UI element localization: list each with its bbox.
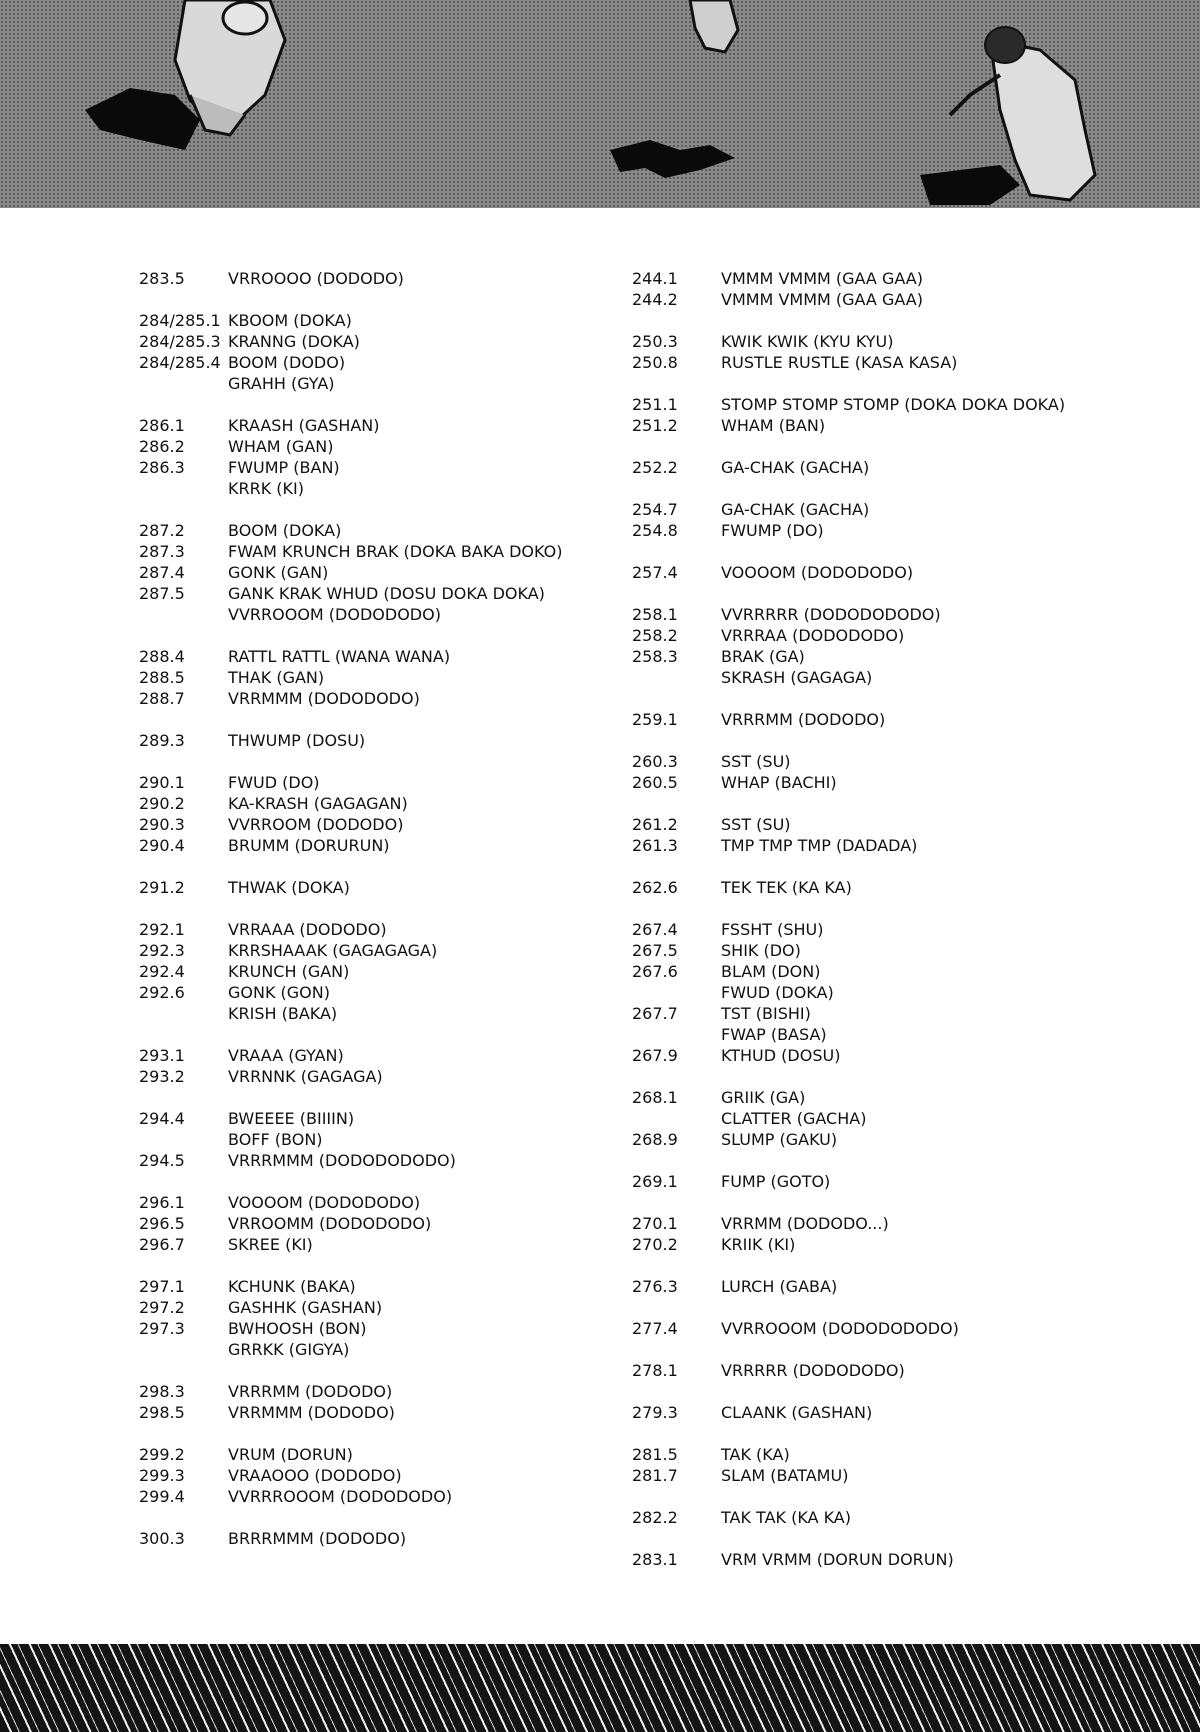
entry-group: [632, 1213, 1065, 1255]
sound-effect-translation: VOOOOM (DODODODO): [228, 1193, 421, 1212]
page-panel-number: 270.2: [632, 1235, 678, 1254]
glossary-entry: [632, 667, 1065, 688]
glossary-entry: [632, 961, 1065, 982]
entry-group: [632, 877, 1065, 898]
sound-effect-translation: KWIK KWIK (KYU KYU): [721, 332, 894, 351]
sound-effect-translation: THAK (GAN): [228, 668, 325, 687]
entry-group: [139, 268, 562, 289]
glossary-entry: [632, 835, 1065, 856]
right-sound-effects-column: [632, 268, 1065, 1591]
glossary-entry: [632, 1234, 1065, 1255]
glossary-entry: [139, 1276, 562, 1297]
glossary-entry: [632, 772, 1065, 793]
glossary-entry: [632, 1276, 1065, 1297]
glossary-entry: [139, 1444, 562, 1465]
sound-effect-translation: GRAHH (GYA): [228, 374, 335, 393]
page-panel-number: 270.1: [632, 1214, 678, 1233]
page-panel-number: 291.2: [139, 878, 185, 897]
glossary-entry: [139, 688, 562, 709]
page-panel-number: 281.5: [632, 1445, 678, 1464]
page-panel-number: 260.3: [632, 752, 678, 771]
page-panel-number: 299.2: [139, 1445, 185, 1464]
sound-effect-translation: TAK (KA): [721, 1445, 790, 1464]
sound-effect-translation: VRRRRR (DODODODO): [721, 1361, 905, 1380]
glossary-entry: [139, 436, 562, 457]
sound-effect-translation: VRM VRMM (DORUN DORUN): [721, 1550, 954, 1569]
sound-effect-translation: THWUMP (DOSU): [228, 731, 366, 750]
sound-effect-translation: KRUNCH (GAN): [228, 962, 350, 981]
sound-effect-translation: VVRROOOM (DODODODO): [228, 605, 441, 624]
entry-group: [139, 1276, 562, 1360]
sound-effect-translation: VVRRRRR (DODODODODO): [721, 605, 941, 624]
glossary-entry: [139, 1066, 562, 1087]
page-panel-number: 268.1: [632, 1088, 678, 1107]
entry-group: [139, 919, 562, 1024]
sound-effect-translation: VRRRMMM (DODODODODO): [228, 1151, 456, 1170]
page-panel-number: 287.3: [139, 542, 185, 561]
sound-effect-translation: RATTL RATTL (WANA WANA): [228, 647, 451, 666]
entry-group: [632, 1171, 1065, 1192]
sound-effect-translation: VMMM VMMM (GAA GAA): [721, 269, 923, 288]
page-panel-number: 244.1: [632, 269, 678, 288]
page-panel-number: 296.7: [139, 1235, 185, 1254]
sound-effect-translation: CLATTER (GACHA): [721, 1109, 867, 1128]
falling-middle-figure: [690, 0, 738, 52]
glossary-entry: [632, 751, 1065, 772]
sound-effect-translation: KRISH (BAKA): [228, 1004, 338, 1023]
sound-effect-translation: SST (SU): [721, 752, 791, 771]
glossary-entry: [139, 520, 562, 541]
glossary-entry: [632, 1171, 1065, 1192]
sound-effect-translation: BOFF (BON): [228, 1130, 323, 1149]
sound-effect-translation: VRAAOOO (DODODO): [228, 1466, 402, 1485]
entry-group: [139, 1381, 562, 1423]
sound-effect-translation: FWUMP (DO): [721, 521, 824, 540]
glossary-entry: [632, 1444, 1065, 1465]
sound-effect-translation: VRAAA (GYAN): [228, 1046, 344, 1065]
page-panel-number: 279.3: [632, 1403, 678, 1422]
entry-group: [139, 730, 562, 751]
glossary-entry: [139, 1003, 562, 1024]
glossary-entry: [139, 562, 562, 583]
page-panel-number: 282.2: [632, 1508, 678, 1527]
glossary-entry: [139, 1213, 562, 1234]
glossary-entry: [632, 1318, 1065, 1339]
entry-group: [632, 499, 1065, 541]
glossary-entry: [632, 982, 1065, 1003]
page-panel-number: 254.8: [632, 521, 678, 540]
entry-group: [139, 520, 562, 625]
sound-effect-translation: FSSHT (SHU): [721, 920, 824, 939]
page-panel-number: 292.6: [139, 983, 185, 1002]
glossary-entry: [139, 1528, 562, 1549]
sound-effect-translation: VRUM (DORUN): [228, 1445, 353, 1464]
entry-group: [139, 1528, 562, 1549]
sound-effect-translation: VRROOMM (DODODODO): [228, 1214, 432, 1233]
sound-effect-translation: SKRASH (GAGAGA): [721, 668, 873, 687]
page-panel-number: 269.1: [632, 1172, 678, 1191]
glossary-entry: [632, 331, 1065, 352]
entry-group: [632, 1507, 1065, 1528]
glossary-entry: [632, 604, 1065, 625]
middle-figure-shadow: [610, 140, 735, 178]
glossary-entry: [632, 1465, 1065, 1486]
sound-effect-translation: TST (BISHI): [721, 1004, 811, 1023]
entry-group: [632, 709, 1065, 730]
entry-group: [632, 1276, 1065, 1297]
page-panel-number: 251.2: [632, 416, 678, 435]
page-panel-number: 281.7: [632, 1466, 678, 1485]
glossary-entry: [632, 415, 1065, 436]
page-panel-number: 259.1: [632, 710, 678, 729]
sound-effect-translation: FWUD (DO): [228, 773, 320, 792]
glossary-entry: [139, 1402, 562, 1423]
page-panel-number: 257.4: [632, 563, 678, 582]
sound-effect-translation: TAK TAK (KA KA): [721, 1508, 851, 1527]
sound-effect-translation: VRROOOO (DODODO): [228, 269, 404, 288]
page-panel-number: 290.3: [139, 815, 185, 834]
sound-effect-translation: VRRMMM (DODODO): [228, 1403, 395, 1422]
page-panel-number: 290.4: [139, 836, 185, 855]
glossary-entry: [632, 562, 1065, 583]
glossary-entry: [632, 1045, 1065, 1066]
left-sound-effects-column: [139, 268, 562, 1570]
sound-effect-translation: SLUMP (GAKU): [721, 1130, 838, 1149]
sound-effect-translation: WHAM (BAN): [721, 416, 826, 435]
glossary-entry: [632, 1108, 1065, 1129]
page-panel-number: 294.5: [139, 1151, 185, 1170]
sound-effect-translation: VRRRAA (DODODODO): [721, 626, 905, 645]
page-panel-number: 284/285.1: [139, 311, 221, 330]
sound-effect-translation: FWAM KRUNCH BRAK (DOKA BAKA DOKO): [228, 542, 563, 561]
entry-group: [632, 604, 1065, 688]
page-panel-number: 277.4: [632, 1319, 678, 1338]
glossary-entry: [139, 1192, 562, 1213]
glossary-entry: [139, 1297, 562, 1318]
page-panel-number: 258.3: [632, 647, 678, 666]
sound-effect-translation: GRRKK (GIGYA): [228, 1340, 350, 1359]
page-panel-number: 260.5: [632, 773, 678, 792]
page-panel-number: 293.2: [139, 1067, 185, 1086]
sound-effect-translation: VRRMM (DODODO...): [721, 1214, 889, 1233]
glossary-entry: [139, 982, 562, 1003]
sound-effect-translation: SST (SU): [721, 815, 791, 834]
page-panel-number: 289.3: [139, 731, 185, 750]
glossary-entry: [139, 646, 562, 667]
page-panel-number: 252.2: [632, 458, 678, 477]
sound-effect-translation: TEK TEK (KA KA): [721, 878, 852, 897]
sound-effect-translation: VRRNNK (GAGAGA): [228, 1067, 383, 1086]
sound-effect-translation: KTHUD (DOSU): [721, 1046, 841, 1065]
glossary-entry: [632, 1003, 1065, 1024]
sound-effect-translation: GA-CHAK (GACHA): [721, 458, 870, 477]
page-panel-number: 244.2: [632, 290, 678, 309]
glossary-entry: [139, 1045, 562, 1066]
sound-effect-translation: KBOOM (DOKA): [228, 311, 352, 330]
glossary-entry: [139, 1318, 562, 1339]
entry-group: [632, 1360, 1065, 1381]
glossary-entry: [632, 940, 1065, 961]
glossary-entry: [139, 1381, 562, 1402]
glossary-entry: [632, 1129, 1065, 1150]
sound-effect-translation: BRAK (GA): [721, 647, 805, 666]
glossary-entry: [632, 457, 1065, 478]
page-panel-number: 286.1: [139, 416, 185, 435]
glossary-entry: [139, 478, 562, 499]
glossary-entry: [139, 415, 562, 436]
sound-effect-translation: THWAK (DOKA): [228, 878, 350, 897]
sound-effect-translation: GONK (GAN): [228, 563, 329, 582]
page-panel-number: 292.1: [139, 920, 185, 939]
page-panel-number: 268.9: [632, 1130, 678, 1149]
sound-effect-translation: BRUMM (DORURUN): [228, 836, 390, 855]
entry-group: [632, 331, 1065, 373]
sound-effect-translation: RUSTLE RUSTLE (KASA KASA): [721, 353, 958, 372]
entry-group: [139, 1108, 562, 1171]
glossary-entry: [139, 583, 562, 604]
page-panel-number: 296.1: [139, 1193, 185, 1212]
page-panel-number: 251.1: [632, 395, 678, 414]
page-panel-number: 288.4: [139, 647, 185, 666]
page-panel-number: 284/285.4: [139, 353, 221, 372]
entry-group: [139, 646, 562, 709]
page-panel-number: 290.2: [139, 794, 185, 813]
glossary-entry: [139, 1234, 562, 1255]
entry-group: [632, 919, 1065, 1066]
glossary-entry: [632, 1213, 1065, 1234]
sound-effect-translation: KRRSHAAAK (GAGAGAGA): [228, 941, 438, 960]
sound-effect-translation: KRRK (KI): [228, 479, 304, 498]
glossary-entry: [632, 919, 1065, 940]
page-panel-number: 297.2: [139, 1298, 185, 1317]
entry-group: [632, 814, 1065, 856]
page-panel-number: 283.1: [632, 1550, 678, 1569]
glossary-entry: [139, 940, 562, 961]
page-panel-number: 299.4: [139, 1487, 185, 1506]
entry-group: [139, 1192, 562, 1255]
page-panel-number: 287.4: [139, 563, 185, 582]
glossary-entry: [632, 646, 1065, 667]
sound-effect-translation: VVRROOOM (DODODODODO): [721, 1319, 959, 1338]
entry-group: [139, 772, 562, 856]
entry-group: [632, 562, 1065, 583]
page-panel-number: 297.3: [139, 1319, 185, 1338]
page-panel-number: 258.1: [632, 605, 678, 624]
page-panel-number: 290.1: [139, 773, 185, 792]
glossary-entry: [139, 730, 562, 751]
sound-effect-translation: LURCH (GABA): [721, 1277, 838, 1296]
sound-effect-translation: VOOOOM (DODODODO): [721, 563, 914, 582]
glossary-entry: [139, 1465, 562, 1486]
glossary-entry: [632, 1507, 1065, 1528]
sound-effect-translation: VVRRROOOM (DODODODO): [228, 1487, 453, 1506]
page-panel-number: 287.2: [139, 521, 185, 540]
glossary-entry: [139, 793, 562, 814]
page-panel-number: 287.5: [139, 584, 185, 603]
page-panel-number: 267.4: [632, 920, 678, 939]
page-panel-number: 250.8: [632, 353, 678, 372]
page-panel-number: 250.3: [632, 332, 678, 351]
right-kneeling-figure: [920, 27, 1095, 205]
bottom-speed-lines-band: [0, 1644, 1200, 1732]
glossary-entry: [139, 667, 562, 688]
sound-effect-translation: TMP TMP TMP (DADADA): [721, 836, 918, 855]
glossary-entry: [632, 814, 1065, 835]
sound-effect-translation: BWHOOSH (BON): [228, 1319, 367, 1338]
entry-group: [632, 751, 1065, 793]
left-figure-shadow: [85, 88, 200, 150]
sound-effect-translation: BOOM (DOKA): [228, 521, 342, 540]
entry-group: [632, 268, 1065, 310]
entry-group: [632, 1402, 1065, 1423]
sound-effect-translation: WHAP (BACHI): [721, 773, 837, 792]
sound-effect-translation: VRRMMM (DODODODO): [228, 689, 420, 708]
sound-effect-translation: KA-KRASH (GAGAGAN): [228, 794, 408, 813]
sound-effect-translation: KRAASH (GASHAN): [228, 416, 380, 435]
page-panel-number: 283.5: [139, 269, 185, 288]
glossary-entry: [139, 331, 562, 352]
glossary-entry: [139, 373, 562, 394]
entry-group: [139, 1444, 562, 1507]
page-panel-number: 288.7: [139, 689, 185, 708]
glossary-entry: [139, 814, 562, 835]
glossary-entry: [632, 1024, 1065, 1045]
glossary-entry: [139, 1108, 562, 1129]
sound-effect-translation: GRIIK (GA): [721, 1088, 806, 1107]
glossary-entry: [139, 604, 562, 625]
page-panel-number: 293.1: [139, 1046, 185, 1065]
sound-effect-translation: KRANNG (DOKA): [228, 332, 360, 351]
glossary-entry: [139, 352, 562, 373]
page-panel-number: 254.7: [632, 500, 678, 519]
glossary-entry: [632, 1549, 1065, 1570]
entry-group: [632, 394, 1065, 436]
glossary-entry: [632, 289, 1065, 310]
page-panel-number: 267.5: [632, 941, 678, 960]
glossary-entry: [632, 352, 1065, 373]
glossary-entry: [632, 1360, 1065, 1381]
sound-effect-translation: VMMM VMMM (GAA GAA): [721, 290, 923, 309]
page-panel-number: 296.5: [139, 1214, 185, 1233]
sound-effect-translation: FWUMP (BAN): [228, 458, 340, 477]
sound-effect-translation: VRRRMM (DODODO): [721, 710, 886, 729]
sound-effect-translation: VVRROOM (DODODO): [228, 815, 404, 834]
entry-group: [632, 1087, 1065, 1150]
glossary-entry: [139, 1486, 562, 1507]
page-panel-number: 267.7: [632, 1004, 678, 1023]
sound-effect-translation: FWUD (DOKA): [721, 983, 834, 1002]
glossary-entry: [139, 961, 562, 982]
sound-effect-translation: KRIIK (KI): [721, 1235, 796, 1254]
glossary-entry: [139, 268, 562, 289]
glossary-entry: [632, 1087, 1065, 1108]
page-panel-number: 292.3: [139, 941, 185, 960]
entry-group: [632, 1549, 1065, 1570]
glossary-entry: [139, 541, 562, 562]
page-panel-number: 258.2: [632, 626, 678, 645]
entry-group: [139, 877, 562, 898]
page-panel-number: 288.5: [139, 668, 185, 687]
glossary-entry: [139, 835, 562, 856]
glossary-entry: [139, 1129, 562, 1150]
sound-effect-translation: GONK (GON): [228, 983, 330, 1002]
glossary-entry: [632, 520, 1065, 541]
entry-group: [139, 1045, 562, 1087]
page-panel-number: 262.6: [632, 878, 678, 897]
glossary-entry: [139, 1339, 562, 1360]
glossary-entry: [632, 877, 1065, 898]
sound-effect-translation: BOOM (DODO): [228, 353, 346, 372]
sound-effect-translation: BLAM (DON): [721, 962, 821, 981]
sound-effect-translation: GANK KRAK WHUD (DOSU DOKA DOKA): [228, 584, 545, 603]
page-panel-number: 286.3: [139, 458, 185, 477]
sound-effect-translation: SHIK (DO): [721, 941, 801, 960]
page-panel-number: 267.9: [632, 1046, 678, 1065]
sound-effect-translation: WHAM (GAN): [228, 437, 334, 456]
glossary-entry: [139, 310, 562, 331]
sound-effect-translation: FWAP (BASA): [721, 1025, 827, 1044]
sound-effect-translation: FUMP (GOTO): [721, 1172, 831, 1191]
page-panel-number: 267.6: [632, 962, 678, 981]
page-panel-number: 297.1: [139, 1277, 185, 1296]
glossary-entry: [139, 919, 562, 940]
page-panel-number: 300.3: [139, 1529, 185, 1548]
sound-effect-translation: SKREE (KI): [228, 1235, 313, 1254]
page-panel-number: 261.2: [632, 815, 678, 834]
glossary-entry: [632, 499, 1065, 520]
page-panel-number: 298.5: [139, 1403, 185, 1422]
glossary-entry: [632, 709, 1065, 730]
page-panel-number: 278.1: [632, 1361, 678, 1380]
glossary-entry: [632, 394, 1065, 415]
entry-group: [632, 457, 1065, 478]
page-panel-number: 294.4: [139, 1109, 185, 1128]
sound-effect-translation: SLAM (BATAMU): [721, 1466, 849, 1485]
glossary-entry: [139, 1150, 562, 1171]
sound-effect-translation: VRRRMM (DODODO): [228, 1382, 393, 1401]
sound-effect-translation: GA-CHAK (GACHA): [721, 500, 870, 519]
entry-group: [139, 415, 562, 499]
page-panel-number: 299.3: [139, 1466, 185, 1485]
sound-effect-translation: GASHHK (GASHAN): [228, 1298, 383, 1317]
sound-effect-translation: STOMP STOMP STOMP (DOKA DOKA DOKA): [721, 395, 1066, 414]
glossary-entry: [139, 457, 562, 478]
sound-effect-translation: KCHUNK (BAKA): [228, 1277, 356, 1296]
glossary-entry: [632, 268, 1065, 289]
entry-group: [632, 1318, 1065, 1339]
top-manga-illustration: [0, 0, 1200, 208]
page-panel-number: 276.3: [632, 1277, 678, 1296]
page-panel-number: 298.3: [139, 1382, 185, 1401]
page-panel-number: 286.2: [139, 437, 185, 456]
sound-effect-translation: BWEEEE (BIIIIN): [228, 1109, 355, 1128]
page-panel-number: 284/285.3: [139, 332, 221, 351]
entry-group: [632, 1444, 1065, 1486]
glossary-entry: [632, 1402, 1065, 1423]
entry-group: [139, 310, 562, 394]
manga-scene-figures: [0, 0, 1200, 208]
glossary-entry: [632, 625, 1065, 646]
glossary-entry: [139, 877, 562, 898]
sound-effect-translation: CLAANK (GASHAN): [721, 1403, 873, 1422]
sound-effect-translation: VRRAAA (DODODO): [228, 920, 387, 939]
page-panel-number: 261.3: [632, 836, 678, 855]
glossary-entry: [139, 772, 562, 793]
sound-effect-translation: BRRRMMM (DODODO): [228, 1529, 407, 1548]
page-panel-number: 292.4: [139, 962, 185, 981]
